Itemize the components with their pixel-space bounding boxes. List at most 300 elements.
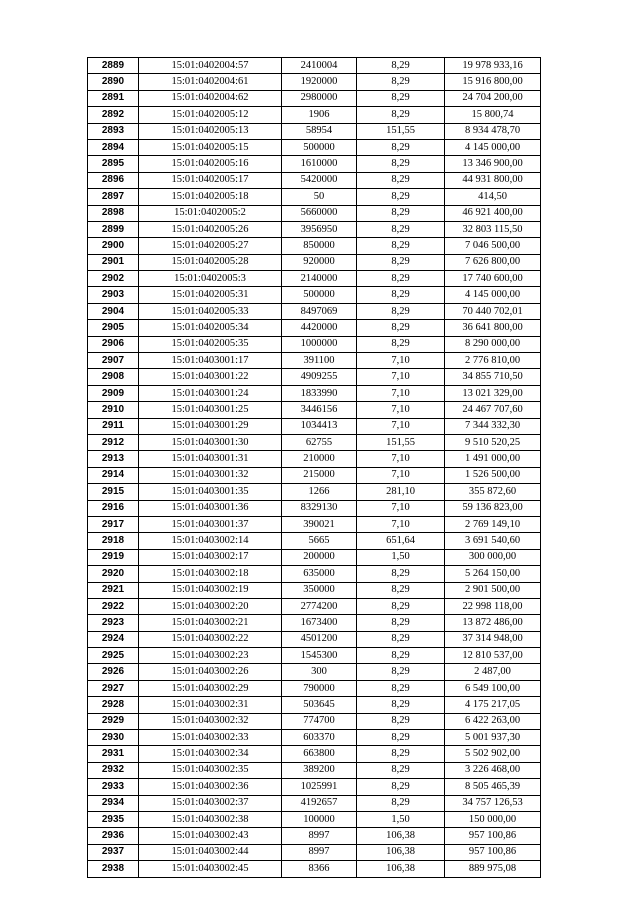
cadastral-value-cell: 4 145 000,00 [445,287,541,303]
cadastral-value-cell: 17 740 600,00 [445,271,541,287]
table-row [88,385,541,401]
area-value-cell: 4192657 [282,795,357,811]
cadastral-number-cell: 15:01:0403001:31 [139,451,282,467]
table-row [88,549,541,565]
row-number-cell: 2921 [88,582,139,598]
cadastral-number-cell: 15:01:0402005:18 [139,189,282,205]
cadastral-value-cell: 22 998 118,00 [445,598,541,614]
row-number-cell: 2901 [88,254,139,270]
table-row [88,467,541,483]
rate-value-cell: 651,64 [357,533,445,549]
area-value-cell: 790000 [282,680,357,696]
cadastral-number-cell: 15:01:0403001:30 [139,434,282,450]
row-number-cell: 2912 [88,434,139,450]
rate-value-cell: 281,10 [357,484,445,500]
row-number-cell: 2915 [88,484,139,500]
cadastral-value-cell: 355 872,60 [445,484,541,500]
rate-value-cell: 8,29 [357,320,445,336]
cadastral-value-cell: 1 491 000,00 [445,451,541,467]
rate-value-cell: 8,29 [357,156,445,172]
rate-value-cell: 151,55 [357,434,445,450]
rate-value-cell: 8,29 [357,762,445,778]
row-number-cell: 2929 [88,713,139,729]
cadastral-value-cell: 8 290 000,00 [445,336,541,352]
table-row [88,238,541,254]
row-number-cell: 2934 [88,795,139,811]
area-value-cell: 390021 [282,516,357,532]
area-value-cell: 8497069 [282,303,357,319]
cadastral-number-cell: 15:01:0403001:25 [139,402,282,418]
area-value-cell: 200000 [282,549,357,565]
table-row [88,90,541,106]
table-row [88,402,541,418]
cadastral-number-cell: 15:01:0403002:26 [139,664,282,680]
row-number-cell: 2895 [88,156,139,172]
row-number-cell: 2906 [88,336,139,352]
cadastral-value-cell: 36 641 800,00 [445,320,541,336]
row-number-cell: 2903 [88,287,139,303]
area-value-cell: 503645 [282,697,357,713]
rate-value-cell: 1,50 [357,549,445,565]
rate-value-cell: 8,29 [357,680,445,696]
table-body [88,58,541,878]
cadastral-number-cell: 15:01:0402005:34 [139,320,282,336]
rate-value-cell: 8,29 [357,287,445,303]
rate-value-cell: 8,29 [357,697,445,713]
table-row [88,779,541,795]
row-number-cell: 2935 [88,811,139,827]
row-number-cell: 2928 [88,697,139,713]
area-value-cell: 58954 [282,123,357,139]
area-value-cell: 1025991 [282,779,357,795]
area-value-cell: 1545300 [282,648,357,664]
row-number-cell: 2916 [88,500,139,516]
cadastral-value-cell: 37 314 948,00 [445,631,541,647]
rate-value-cell: 7,10 [357,500,445,516]
rate-value-cell: 8,29 [357,58,445,74]
cadastral-number-cell: 15:01:0402005:12 [139,107,282,123]
table-row [88,516,541,532]
rate-value-cell: 8,29 [357,566,445,582]
cadastral-number-cell: 15:01:0403001:37 [139,516,282,532]
rate-value-cell: 7,10 [357,369,445,385]
row-number-cell: 2892 [88,107,139,123]
cadastral-value-cell: 3 691 540,60 [445,533,541,549]
table-row [88,58,541,74]
area-value-cell: 1034413 [282,418,357,434]
rate-value-cell: 8,29 [357,303,445,319]
table-row [88,746,541,762]
rate-value-cell: 8,29 [357,795,445,811]
cadastral-number-cell: 15:01:0402005:26 [139,221,282,237]
cadastral-number-cell: 15:01:0403002:34 [139,746,282,762]
row-number-cell: 2904 [88,303,139,319]
row-number-cell: 2924 [88,631,139,647]
rate-value-cell: 106,38 [357,828,445,844]
table-row [88,139,541,155]
rate-value-cell: 8,29 [357,205,445,221]
cadastral-value-cell: 2 769 149,10 [445,516,541,532]
cadastral-number-cell: 15:01:0402005:13 [139,123,282,139]
rate-value-cell: 7,10 [357,451,445,467]
cadastral-value-cell: 19 978 933,16 [445,58,541,74]
cadastral-number-cell: 15:01:0403002:21 [139,615,282,631]
cadastral-number-cell: 15:01:0403002:20 [139,598,282,614]
table-row [88,730,541,746]
table-row [88,254,541,270]
rate-value-cell: 7,10 [357,418,445,434]
rate-value-cell: 8,29 [357,746,445,762]
row-number-cell: 2914 [88,467,139,483]
table-row [88,664,541,680]
table-row [88,336,541,352]
area-value-cell: 8997 [282,844,357,860]
row-number-cell: 2899 [88,221,139,237]
area-value-cell: 389200 [282,762,357,778]
cadastral-number-cell: 15:01:0403002:23 [139,648,282,664]
table-row [88,713,541,729]
area-value-cell: 8366 [282,861,357,877]
cadastral-number-cell: 15:01:0403002:35 [139,762,282,778]
cadastral-number-cell: 15:01:0403001:35 [139,484,282,500]
area-value-cell: 1833990 [282,385,357,401]
cadastral-number-cell: 15:01:0403001:17 [139,353,282,369]
row-number-cell: 2936 [88,828,139,844]
cadastral-number-cell: 15:01:0402004:62 [139,90,282,106]
area-value-cell: 3446156 [282,402,357,418]
cadastral-number-cell: 15:01:0402004:57 [139,58,282,74]
cadastral-value-cell: 5 502 902,00 [445,746,541,762]
cadastral-number-cell: 15:01:0403002:32 [139,713,282,729]
cadastral-number-cell: 15:01:0403002:44 [139,844,282,860]
area-value-cell: 4420000 [282,320,357,336]
table-row [88,221,541,237]
cadastral-value-cell: 24 467 707,60 [445,402,541,418]
table-row [88,828,541,844]
cadastral-value-cell: 2 901 500,00 [445,582,541,598]
row-number-cell: 2890 [88,74,139,90]
cadastral-number-cell: 15:01:0402005:3 [139,271,282,287]
row-number-cell: 2894 [88,139,139,155]
area-value-cell: 774700 [282,713,357,729]
rate-value-cell: 8,29 [357,648,445,664]
area-value-cell: 300 [282,664,357,680]
area-value-cell: 4909255 [282,369,357,385]
rate-value-cell: 7,10 [357,402,445,418]
cadastral-number-cell: 15:01:0403002:31 [139,697,282,713]
cadastral-value-cell: 13 346 900,00 [445,156,541,172]
row-number-cell: 2918 [88,533,139,549]
area-value-cell: 210000 [282,451,357,467]
rate-value-cell: 106,38 [357,861,445,877]
rate-value-cell: 8,29 [357,139,445,155]
row-number-cell: 2898 [88,205,139,221]
cadastral-value-cell: 34 757 126,53 [445,795,541,811]
cadastral-value-cell: 7 344 332,30 [445,418,541,434]
cadastral-value-cell: 24 704 200,00 [445,90,541,106]
cadastral-value-cell: 46 921 400,00 [445,205,541,221]
area-value-cell: 500000 [282,139,357,155]
table-row [88,205,541,221]
rate-value-cell: 8,29 [357,107,445,123]
cadastral-value-cell: 6 549 100,00 [445,680,541,696]
cadastral-number-cell: 15:01:0403002:19 [139,582,282,598]
row-number-cell: 2932 [88,762,139,778]
cadastral-value-cell: 8 505 465,39 [445,779,541,795]
table-row [88,172,541,188]
table-row [88,533,541,549]
row-number-cell: 2891 [88,90,139,106]
row-number-cell: 2937 [88,844,139,860]
row-number-cell: 2922 [88,598,139,614]
area-value-cell: 635000 [282,566,357,582]
cadastral-number-cell: 15:01:0402004:61 [139,74,282,90]
row-number-cell: 2908 [88,369,139,385]
row-number-cell: 2930 [88,730,139,746]
rate-value-cell: 8,29 [357,631,445,647]
table-row [88,418,541,434]
area-value-cell: 50 [282,189,357,205]
row-number-cell: 2911 [88,418,139,434]
rate-value-cell: 106,38 [357,844,445,860]
row-number-cell: 2920 [88,566,139,582]
table-row [88,74,541,90]
cadastral-number-cell: 15:01:0402005:31 [139,287,282,303]
cadastral-value-cell: 15 916 800,00 [445,74,541,90]
area-value-cell: 350000 [282,582,357,598]
table-row [88,615,541,631]
area-value-cell: 8997 [282,828,357,844]
rate-value-cell: 8,29 [357,238,445,254]
rate-value-cell: 8,29 [357,221,445,237]
cadastral-number-cell: 15:01:0402005:2 [139,205,282,221]
cadastral-value-cell: 6 422 263,00 [445,713,541,729]
rate-value-cell: 8,29 [357,189,445,205]
table-row [88,271,541,287]
table-row [88,451,541,467]
area-value-cell: 663800 [282,746,357,762]
cadastral-number-cell: 15:01:0403002:33 [139,730,282,746]
rate-value-cell: 8,29 [357,779,445,795]
cadastral-number-cell: 15:01:0403001:24 [139,385,282,401]
cadastral-value-cell: 7 046 500,00 [445,238,541,254]
rate-value-cell: 8,29 [357,664,445,680]
row-number-cell: 2913 [88,451,139,467]
area-value-cell: 5665 [282,533,357,549]
cadastral-number-cell: 15:01:0403002:18 [139,566,282,582]
table-row [88,631,541,647]
area-value-cell: 2410004 [282,58,357,74]
area-value-cell: 5420000 [282,172,357,188]
cadastral-value-cell: 7 626 800,00 [445,254,541,270]
cadastral-value-cell: 957 100,86 [445,844,541,860]
table-row [88,598,541,614]
cadastral-number-cell: 15:01:0402005:15 [139,139,282,155]
cadastral-value-table [87,57,541,878]
cadastral-number-cell: 15:01:0403002:37 [139,795,282,811]
table-row [88,566,541,582]
rate-value-cell: 8,29 [357,582,445,598]
cadastral-value-cell: 150 000,00 [445,811,541,827]
area-value-cell: 1906 [282,107,357,123]
area-value-cell: 1673400 [282,615,357,631]
area-value-cell: 1920000 [282,74,357,90]
rate-value-cell: 7,10 [357,385,445,401]
area-value-cell: 500000 [282,287,357,303]
rate-value-cell: 8,29 [357,90,445,106]
row-number-cell: 2933 [88,779,139,795]
area-value-cell: 1000000 [282,336,357,352]
rate-value-cell: 8,29 [357,730,445,746]
rate-value-cell: 7,10 [357,516,445,532]
table-row [88,484,541,500]
row-number-cell: 2893 [88,123,139,139]
table-row [88,303,541,319]
area-value-cell: 2140000 [282,271,357,287]
row-number-cell: 2927 [88,680,139,696]
cadastral-number-cell: 15:01:0402005:17 [139,172,282,188]
cadastral-number-cell: 15:01:0403002:22 [139,631,282,647]
area-value-cell: 2980000 [282,90,357,106]
rate-value-cell: 8,29 [357,74,445,90]
cadastral-value-cell: 34 855 710,50 [445,369,541,385]
rate-value-cell: 8,29 [357,254,445,270]
cadastral-value-cell: 15 800,74 [445,107,541,123]
table-row [88,434,541,450]
area-value-cell: 3956950 [282,221,357,237]
rate-value-cell: 8,29 [357,172,445,188]
row-number-cell: 2917 [88,516,139,532]
row-number-cell: 2905 [88,320,139,336]
table-row [88,189,541,205]
area-value-cell: 4501200 [282,631,357,647]
cadastral-number-cell: 15:01:0403002:45 [139,861,282,877]
cadastral-value-cell: 889 975,08 [445,861,541,877]
cadastral-value-cell: 32 803 115,50 [445,221,541,237]
cadastral-number-cell: 15:01:0403002:43 [139,828,282,844]
cadastral-number-cell: 15:01:0403002:14 [139,533,282,549]
cadastral-value-cell: 8 934 478,70 [445,123,541,139]
cadastral-number-cell: 15:01:0402005:33 [139,303,282,319]
row-number-cell: 2931 [88,746,139,762]
row-number-cell: 2907 [88,353,139,369]
rate-value-cell: 1,50 [357,811,445,827]
area-value-cell: 850000 [282,238,357,254]
cadastral-value-cell: 9 510 520,25 [445,434,541,450]
area-value-cell: 920000 [282,254,357,270]
cadastral-number-cell: 15:01:0403001:29 [139,418,282,434]
row-number-cell: 2897 [88,189,139,205]
cadastral-value-cell: 59 136 823,00 [445,500,541,516]
table-row [88,844,541,860]
row-number-cell: 2902 [88,271,139,287]
cadastral-number-cell: 15:01:0402005:27 [139,238,282,254]
area-value-cell: 8329130 [282,500,357,516]
cadastral-number-cell: 15:01:0402005:16 [139,156,282,172]
cadastral-number-cell: 15:01:0402005:28 [139,254,282,270]
area-value-cell: 391100 [282,353,357,369]
cadastral-number-cell: 15:01:0402005:35 [139,336,282,352]
area-value-cell: 1610000 [282,156,357,172]
area-value-cell: 2774200 [282,598,357,614]
table-row [88,697,541,713]
rate-value-cell: 8,29 [357,271,445,287]
row-number-cell: 2923 [88,615,139,631]
rate-value-cell: 8,29 [357,598,445,614]
rate-value-cell: 151,55 [357,123,445,139]
rate-value-cell: 8,29 [357,713,445,729]
row-number-cell: 2938 [88,861,139,877]
table-row [88,811,541,827]
cadastral-value-cell: 414,50 [445,189,541,205]
table-row [88,795,541,811]
area-value-cell: 1266 [282,484,357,500]
cadastral-number-cell: 15:01:0403001:22 [139,369,282,385]
area-value-cell: 100000 [282,811,357,827]
cadastral-number-cell: 15:01:0403002:17 [139,549,282,565]
cadastral-value-cell: 2 776 810,00 [445,353,541,369]
cadastral-number-cell: 15:01:0403002:36 [139,779,282,795]
table-row [88,107,541,123]
table-row [88,353,541,369]
cadastral-value-cell: 300 000,00 [445,549,541,565]
cadastral-value-cell: 12 810 537,00 [445,648,541,664]
table-row [88,680,541,696]
table-row [88,156,541,172]
cadastral-value-cell: 13 021 329,00 [445,385,541,401]
table-row [88,762,541,778]
cadastral-value-cell: 4 145 000,00 [445,139,541,155]
table-row [88,320,541,336]
cadastral-value-cell: 5 264 150,00 [445,566,541,582]
row-number-cell: 2925 [88,648,139,664]
cadastral-value-cell: 70 440 702,01 [445,303,541,319]
area-value-cell: 62755 [282,434,357,450]
area-value-cell: 215000 [282,467,357,483]
table-row [88,123,541,139]
cadastral-number-cell: 15:01:0403001:32 [139,467,282,483]
cadastral-number-cell: 15:01:0403002:29 [139,680,282,696]
cadastral-number-cell: 15:01:0403002:38 [139,811,282,827]
cadastral-value-cell: 44 931 800,00 [445,172,541,188]
cadastral-value-cell: 1 526 500,00 [445,467,541,483]
area-value-cell: 603370 [282,730,357,746]
table-row [88,861,541,877]
row-number-cell: 2919 [88,549,139,565]
rate-value-cell: 7,10 [357,467,445,483]
cadastral-value-cell: 13 872 486,00 [445,615,541,631]
table-row [88,648,541,664]
row-number-cell: 2896 [88,172,139,188]
area-value-cell: 5660000 [282,205,357,221]
rate-value-cell: 7,10 [357,353,445,369]
row-number-cell: 2910 [88,402,139,418]
row-number-cell: 2926 [88,664,139,680]
row-number-cell: 2900 [88,238,139,254]
table-row [88,369,541,385]
cadastral-number-cell: 15:01:0403001:36 [139,500,282,516]
cadastral-value-cell: 4 175 217,05 [445,697,541,713]
table-row [88,582,541,598]
table-row [88,287,541,303]
cadastral-value-cell: 5 001 937,30 [445,730,541,746]
row-number-cell: 2889 [88,58,139,74]
rate-value-cell: 8,29 [357,336,445,352]
row-number-cell: 2909 [88,385,139,401]
rate-value-cell: 8,29 [357,615,445,631]
cadastral-value-cell: 957 100,86 [445,828,541,844]
cadastral-value-cell: 3 226 468,00 [445,762,541,778]
